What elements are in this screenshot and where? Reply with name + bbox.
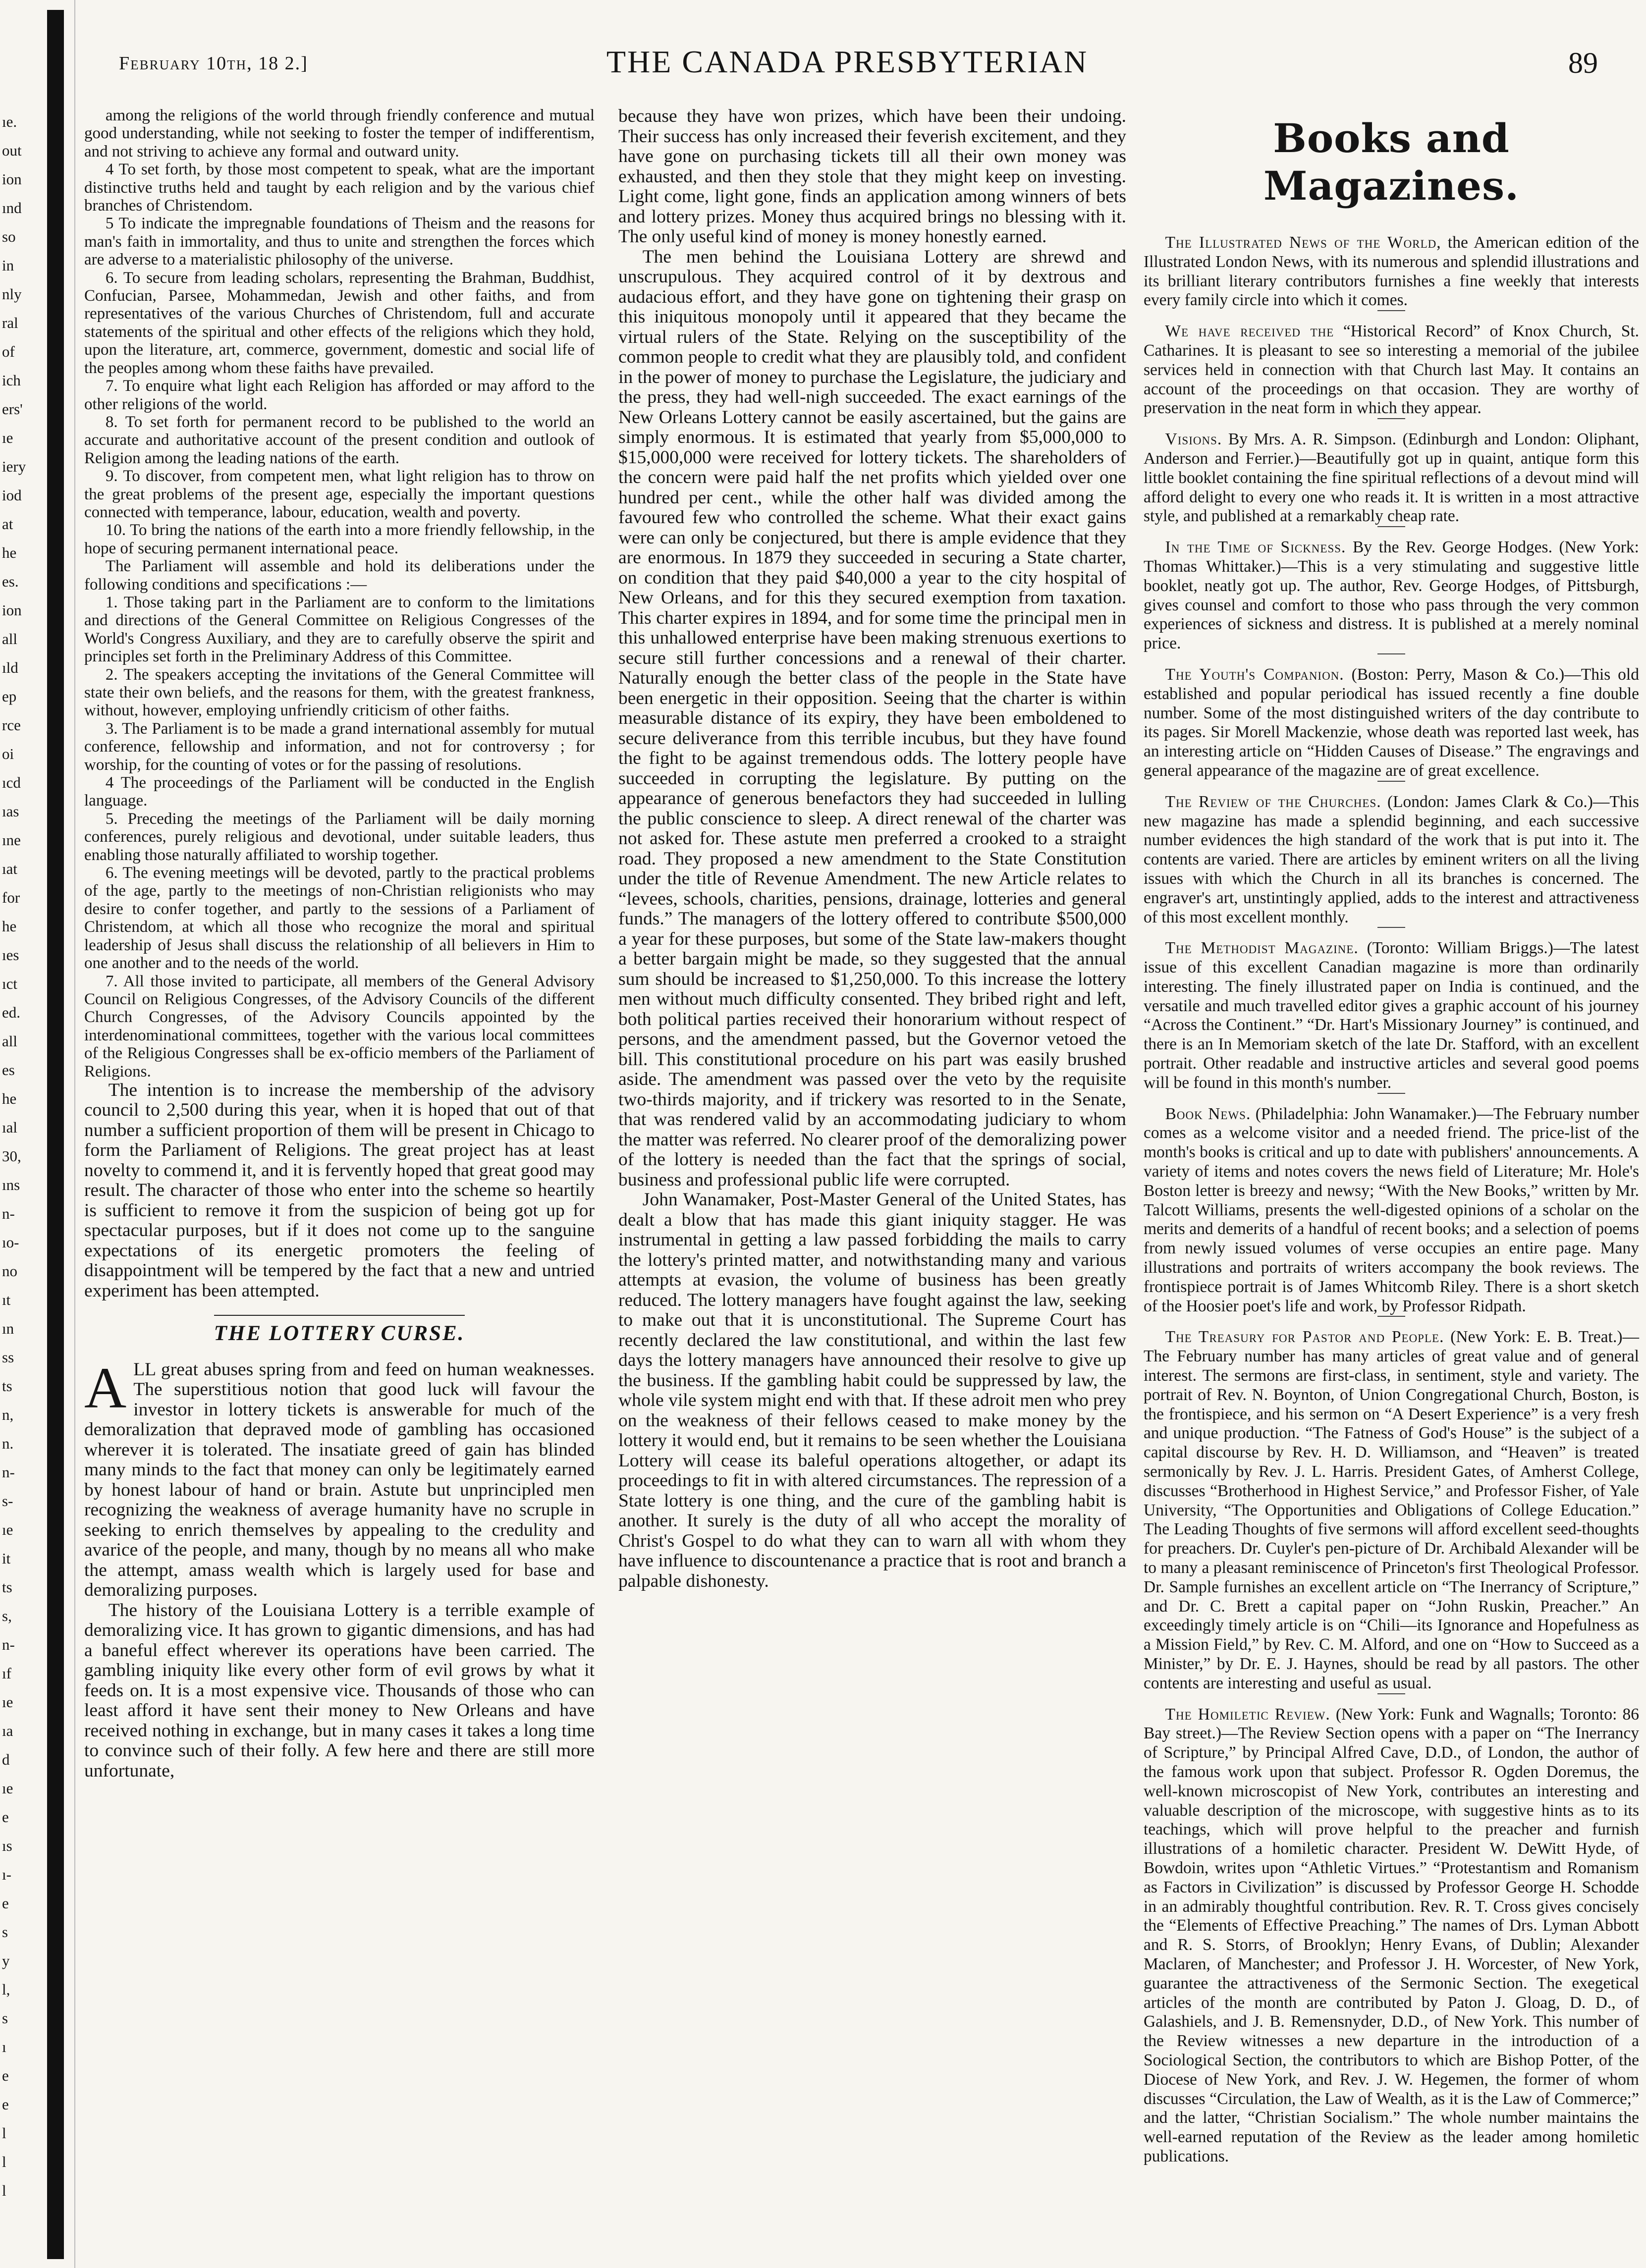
article-paragraph: because they have won prizes, which have been their undoing. Their success has only increased their feverish excitement, and they have gone on purchasing tickets till all their own money was exhausted, and then they stole that they might keep on investing. Light come, light gone, finds an application among winners of bets and lottery prizes. Money thus acquired brings no blessing with it. The only useful kind of money is money honestly earned. — [618, 106, 1126, 247]
margin-fragment: n- — [2, 1636, 15, 1653]
margin-fragment: y — [2, 1952, 10, 1969]
margin-fragment: ed. — [2, 1004, 21, 1021]
review-entry — [1144, 1328, 1639, 1693]
review-title: We have received the — [1165, 322, 1334, 341]
margin-fragment: it — [2, 1550, 11, 1567]
review-entry — [1144, 665, 1639, 781]
margin-fragment: so — [2, 228, 16, 245]
margin-fragment: s- — [2, 1492, 13, 1510]
review-entry — [1144, 322, 1639, 418]
margin-fragment: ıo- — [2, 1234, 19, 1251]
margin-fragment: for — [2, 889, 20, 906]
review-divider — [1377, 781, 1405, 782]
object-item: 1. Those taking part in the Parliament are to conform to the limitations and directions of the General Committee on Religious Congresses of the World's Congress Auxiliary, and they are to carefully observe the spirit and principles set forth in the Preliminary Address of this Committee. — [84, 593, 595, 666]
review-title: Book News. — [1165, 1104, 1251, 1123]
review-body: the American edition of the Illustrated London News, with its numerous and splendid illustrations and its brilliant literary contributors furnishes a fine weekly that interests every family circle into which it comes. — [1144, 233, 1639, 310]
margin-fragment: ers' — [2, 400, 23, 418]
margin-fragment: d — [2, 1751, 10, 1768]
review-title: The Treasury for Pastor and People. — [1165, 1328, 1444, 1347]
margin-fragment: ıe — [2, 1780, 13, 1797]
running-head — [89, 44, 1605, 86]
margin-fragment: he — [2, 544, 17, 561]
review-divider — [1377, 1316, 1405, 1317]
margin-fragment: es. — [2, 573, 19, 590]
margin-fragment: he — [2, 1090, 17, 1107]
review-title: Visions. — [1165, 430, 1222, 449]
margin-fragment: ss — [2, 1349, 14, 1366]
object-item: 5 To indicate the impregnable foundations of Theism and the reasons for man's faith in immortality, and thus to unite and strengthen the forces which are adverse to a materialistic philosophy of the universe. — [84, 215, 595, 269]
margin-fragment: ep — [2, 688, 17, 705]
margin-fragment: ıa — [2, 1722, 13, 1739]
margin-fragment: ıct — [2, 975, 17, 992]
object-item: 4 To set forth, by those most competent to speak, what are the important distinctive truths held and taught by each religion and by the various chief branches of Christendom. — [84, 161, 595, 215]
margin-fragment: s — [2, 1923, 8, 1941]
intention-paragraph: The intention is to increase the membership of the advisory council to 2,500 during this year, when it is hoped that out of that number a sufficient proportion of them will be present in Chicago to form the Parliament of Religions. The great project has at least novelty to commend it, and it is fervently hoped that great good may result. The character of those who enter into the scheme so heartily is sufficient to remove it from the suspicion of being got up for spectacular purposes, but if it does not come up to the sanguine expectations of its energetic promoters the feeling of disappointment will be tempered by the fact that a new and untried experiment has been attempted. — [84, 1080, 595, 1301]
margin-fragment: s — [2, 2009, 8, 2027]
review-title: The Methodist Magazine. — [1165, 939, 1359, 958]
margin-fragment: ich — [2, 372, 21, 389]
margin-fragment: 30, — [2, 1147, 21, 1165]
column-1 — [84, 107, 595, 1781]
margin-fragment: ıe — [2, 429, 13, 446]
lottery-article-heading: THE LOTTERY CURSE. — [84, 1324, 595, 1344]
reviews-list — [1144, 233, 1639, 2166]
review-entry — [1144, 538, 1639, 653]
margin-fragment: ion — [2, 170, 22, 188]
review-divider — [1377, 418, 1405, 419]
margin-fragment: n. — [2, 1435, 14, 1452]
margin-fragment: out — [2, 142, 22, 159]
review-entry — [1144, 430, 1639, 526]
review-divider — [1377, 1693, 1405, 1694]
lottery-continuation — [618, 107, 1126, 1591]
object-item: 5. Preceding the meetings of the Parliament will be daily morning conferences, purely religious and devotional, under suitable leaders, thus enabling those naturally affiliated to worship together. — [84, 810, 595, 864]
margin-fragment: ıf — [2, 1665, 11, 1682]
books-magazines-heading: Books and Magazines. — [1263, 115, 1519, 209]
margin-fragment: oi — [2, 745, 14, 762]
article-paragraph: The men behind the Louisiana Lottery are shrewd and unscrupulous. They acquired control of it by dextrous and audacious effort, and they have gone on tightening their grasp on this iniquitous monopoly until it appeared that they became the virtual rulers of the State. Relying on the susceptibility of the common people to credit what they are plausibly told, and confident in the power of money to purchase the Legislature, the judiciary and the press, they had well-nigh succeeded. The exact earnings of the New Orleans Lottery cannot be easily ascertained, but the gains are simply enormous. It is estimated that yearly from $5,000,000 to $15,000,000 were received for lottery tickets. The shareholders of the concern were paid half the net profits which yielded over one hundred per cent., while the other half was divided among the favoured few who controlled the scheme. What their exact gains were can only be conjectured, but there is ample evidence that they are enormous. In 1879 they succeeded in securing a State charter, on condition that they paid $40,000 a year to the city hospital of New Orleans, and for this they secured exemption from taxation. This charter expires in 1894, and for some time the principal men in this unhallowed enterprise have been making strenuous exertions to secure still further concessions and a renewal of their charter. Naturally enough the better class of the people in the State have been energetic in their opposition. Seeing that the charter is within measurable distance of its expiry, they have been emboldened to secure deliverance from this terrible incubus, but they have found the fight to be against tremendous odds. The lottery people have succeeded in corrupting the legislature. By putting on the appearance of generous benefactors they had succeeded in lulling the public conscience to sleep. A direct renewal of the charter was not asked for. These astute men preferred a crooked to a straight road. They proposed a new amendment to the State Constitution under the title of Revenue Amendment. The new Article relates to “levees, schools, charities, pensions, drainage, lotteries and general funds.” The managers of the lottery offered to contribute $500,000 a year for these purposes, but some of the State law-makers thought a better bargain might be made, so they suggested that the annual sum should be increased to $1,250,000. To this increase the lottery men without much difficulty consented. They bribed right and left, both political parties received their honorarium without respect of persons, and the amendment passed, but the Governor vetoed the bill. This constitutional procedure on his part was easily brushed aside. The amendment was passed over the veto by the requisite two-thirds majority, and if trickery was resorted to in the Senate, that was rendered valid by an accommodating judiciary to whom the matter was referred. No clearer proof of the demoralizing power of the lottery is needed than the fact that the springs of social, business and professional public life were corrupted. — [618, 246, 1126, 1190]
margin-fragment: l — [2, 2153, 6, 2170]
review-title: The Illustrated News of the World, — [1165, 233, 1441, 252]
margin-fragment: ıes — [2, 946, 19, 964]
article-paragraph: John Wanamaker, Post-Master General of the United States, has dealt a blow that has made this giant iniquity stagger. He was instrumental in getting a law passed forbidding the mails to carry the lottery's printed matter, and notwithstanding many and various attempts at evasion, the volume of business has been greatly reduced. The lottery managers have fought against the law, seeking to make out that it is unconstitutional. The Supreme Court has recently declared the law constitutional, and within the last few days the lottery managers have announced their resolve to give up the business. If the gambling habit could be suppressed by law, the whole vile system might end with that. If these adroit men who prey on the weakness of their fellows ceased to make money by the lottery it would end, but it remains to be seen whether the Louisiana Lottery will cease its baleful operations altogether, or adapt its proceedings to fit in with altered circumstances. The repression of a State lottery is one thing, and the cure of the gambling habit is another. It surely is the duty of all who accept the morality of Christ's Gospel to do what they can to warn all with whom they have influence to discountenance a practice that is root and branch a palpable dishonesty. — [618, 1189, 1126, 1591]
review-entry — [1144, 1105, 1639, 1316]
margin-fragment: e — [2, 2067, 9, 2084]
margin-fragment: es — [2, 1061, 15, 1079]
margin-fragment: ıcd — [2, 774, 21, 791]
object-item: 6. The evening meetings will be devoted, partly to the practical problems of the age, partly to the meetings of non-Christian religionists who may desire to confer together, and partly to the sessions of a Parliament of Christendom, at which all those who recognize the moral and spiritual leadership of Jesus shall discuss the relationship of all believers in Him to one another and to the needs of the world. — [84, 864, 595, 972]
review-entry — [1144, 793, 1639, 927]
review-body: (Boston: Perry, Mason & Co.)—This old established and popular periodical has issued recently a fine double number. Some of the most distinguished writers of the day contribute to its pages. Sir Morell Mackenzie, whose death was reported last week, has an interesting article on “Hidden Causes of Disease.” The engravings and general appearance of the magazine are of great excellence. — [1144, 665, 1639, 780]
review-body: (London: James Clark & Co.)—This new magazine has made a splendid beginning, and each successive number evidences the high standard of the work that is put into it. The contents are varied. There are articles by eminent writers on all the living issues with which the Church in all its branches is concerned. The engraver's art, unstintingly applied, adds to the interest and attractiveness of this most excellent monthly. — [1144, 792, 1639, 926]
margin-fragment: at — [2, 515, 13, 533]
margin-fragment: ıe — [2, 1521, 13, 1538]
margin-fragment: n- — [2, 1463, 15, 1481]
margin-fragment: no — [2, 1262, 17, 1280]
parliament-objects — [84, 107, 595, 1080]
issue-date: February 10th, 18 2.] — [119, 53, 308, 74]
margin-fragment: ıne — [2, 831, 21, 849]
margin-fragment: ınd — [2, 199, 22, 216]
review-entry — [1144, 233, 1639, 310]
margin-fragment: in — [2, 257, 14, 274]
object-item: 7. To enquire what light each Religion has afforded or may afford to the other religions of the world. — [84, 377, 595, 413]
margin-fragment: ts — [2, 1377, 12, 1395]
margin-fragment: e — [2, 1808, 9, 1826]
margin-fragment: nly — [2, 285, 22, 303]
margin-fragment: e — [2, 1894, 9, 1912]
newspaper-title: THE CANADA PRESBYTERIAN — [606, 44, 1089, 79]
margin-fragment: of — [2, 343, 15, 360]
margin-fragment: ı — [2, 2038, 6, 2055]
review-divider — [1377, 653, 1405, 654]
object-item: among the religions of the world through friendly conference and mutual good understanding, while not seeking to foster the temper of indifferentism, and not striving to achieve any formal and outward unity. — [84, 107, 595, 161]
margin-fragment: ts — [2, 1578, 12, 1596]
margin-fragment: ın — [2, 1320, 14, 1337]
object-item: 9. To discover, from competent men, what light religion has to throw on the great problems of the present age, especially the important questions connected with temperance, labour, education, wealth and poverty. — [84, 467, 595, 521]
review-body: By the Rev. George Hodges. (New York: Thomas Whittaker.)—This is a very stimulating and suggestive little booklet, neatly got up. The author, Rev. George Hodges, of Pittsburgh, gives counsel and comfort to those who pass through the very common experiences of sickness and distress. It is published at a merely nominal price. — [1144, 538, 1639, 653]
review-title: In the Time of Sickness. — [1165, 538, 1346, 557]
review-entry — [1144, 1705, 1639, 2166]
review-title: The Youth's Companion. — [1165, 665, 1344, 684]
review-body: By Mrs. A. R. Simpson. (Edinburgh and London: Oliphant, Anderson and Ferrier.)—Beautifully got up in quaint, antique form this little booklet containing the fine spiritual reflections of a devout mind will afford delight to every one who reads it. It is written in a most attractive style, and published at a remarkably cheap rate. — [1144, 430, 1639, 526]
review-body: “Historical Record” of Knox Church, St. Catharines. It is pleasant to see so interesting a memorial of the jubilee services held in connection with that Church last May. It contains an account of the proceedings on that occasion. They are worthy of preservation in the neat form in which they appear. — [1144, 322, 1640, 418]
margin-fragment: rce — [2, 716, 21, 734]
margin-fragment: ıs — [2, 1837, 12, 1854]
left-margin-strip — [0, 0, 75, 2268]
margin-fragment: iod — [2, 486, 22, 504]
drop-cap: A — [84, 1355, 127, 1420]
review-body: (Philadelphia: John Wanamaker.)—The February number comes as a welcome visitor and a needed friend. The price-list of the month's books is critical and up to date with publishers' announcements. A variety of items and notes covers the news field of Literature; Mr. Hole's Boston letter is breezy and newsy; “With the New Books,” written by Mr. Talcott Williams, presents the well-digested opinions of a scholar on the merits and demerits of a handful of recent books; and a selection of poems from newly issued volumes of verse occupies an entire page. Many illustrations and portraits of writers accompany the book reviews. The frontispiece portrait is of James Whitcomb Riley. There is a short sketch of the Hoosier poet's life and work, by Professor Ridpath. — [1144, 1104, 1640, 1315]
margin-fragment: iery — [2, 458, 26, 475]
margin-fragment: l — [2, 2124, 6, 2142]
object-item: 6. To secure from leading scholars, representing the Brahman, Buddhist, Confucian, Parsee, Mohammedan, Jewish and other faiths, and from representatives of the various Churches of Christendom, full and accurate statements of the spiritual and other effects of the religions which they hold, upon the literature, art, commerce, government, domestic and social life of the peoples among whom these faiths have prevailed. — [84, 269, 595, 377]
margin-fragment: he — [2, 918, 17, 935]
object-item: The Parliament will assemble and hold its deliberations under the following conditions and specifications :— — [84, 557, 595, 594]
margin-fragment: l, — [2, 1981, 10, 1998]
margin-fragment: all — [2, 1032, 17, 1050]
object-item: 4 The proceedings of the Parliament will be conducted in the English language. — [84, 774, 595, 810]
margin-fragment: ıat — [2, 860, 17, 877]
margin-fragment: ıld — [2, 659, 18, 676]
margin-fragment: ıt — [2, 1291, 11, 1308]
review-entry — [1144, 939, 1639, 1092]
object-item: 3. The Parliament is to be made a grand international assembly for mutual conference, fellowship and information, and not for controversy ; for worship, for the counting of votes or for the passing of resolutions. — [84, 719, 595, 774]
margin-fragment: ıal — [2, 1119, 17, 1136]
review-title: The Homiletic Review. — [1165, 1705, 1330, 1724]
margin-fragment: all — [2, 630, 17, 648]
margin-fragment: ıns — [2, 1176, 20, 1193]
lottery-paragraph-1: ALL great abuses spring from and feed on human weaknesses. The superstitious notion that good luck will favour the investor in lottery tickets is answerable for much of the demoralization that depraved mode of gambling has occasioned wherever it is tolerated. The insatiate greed of gain has blinded many minds to the fact that money can only be legitimately earned by honest labour of hand or brain. Astute but unprincipled men recognizing the weakness of average humanity have no scruple in seeking to enrich themselves by appealing to the credulity and avarice of the people, and many, though by no means all who make the attempt, amass wealth which is largely used for base and demoralizing purposes. — [84, 1355, 595, 1601]
review-title: The Review of the Churches. — [1165, 792, 1381, 811]
margin-fragment: ral — [2, 314, 18, 331]
margin-fragment: l — [2, 2182, 6, 2199]
binding-shadow — [47, 10, 64, 2259]
margin-fragment: s, — [2, 1607, 12, 1624]
margin-fragment: ıas — [2, 803, 19, 820]
review-divider — [1377, 1093, 1405, 1094]
margin-fragment: ıe — [2, 1693, 13, 1711]
column-2 — [618, 107, 1126, 1591]
page-number: 89 — [1568, 47, 1598, 79]
margin-fragment: ı- — [2, 1866, 11, 1883]
margin-fragment: n- — [2, 1205, 15, 1222]
margin-fragment: ıe. — [2, 113, 17, 130]
review-body: (New York: E. B. Treat.)—The February number has many articles of great value and of general interest. The sermons are first-class, in sentiment, style and variety. The portrait of Rev. N. Boynton, of Union Congregational Church, Boston, is the frontispiece, and his sermon on “A Desert Experience” is a very fresh and unique production. “The Fatness of God's House” is the subject of a capital discourse by Rev. H. D. Williamson, and “Heaven” is treated sermonically by Rev. J. L. Harris. President Gates, of Amherst College, discusses “Brotherhood in Highest Service,” and Professor Fisher, of Yale University, “The Opportunities and Obligations of College Education.” The Leading Thoughts of five sermons will afford excellent seed-thoughts for preachers. Dr. Cuyler's pen-picture of Dr. Archibald Alexander will be to many a pleasant reminiscence of Princeton's first Theological Professor. Dr. Sample furnishes an excellent article on “The Inerrancy of Scripture,” and Dr. C. Brett a capital paper on “John Ruskin, Preacher.” An exceedingly timely article is on “Chili—its Ignorance and Hopefulness as a Mission Field,” by Rev. C. M. Alford, and one on “How to Succeed as a Minister,” by Dr. E. J. Haynes, should be read by all pastors. The other contents are interesting and useful as usual. — [1144, 1328, 1639, 1692]
margin-fragment: n, — [2, 1406, 14, 1423]
review-body: (Toronto: William Briggs.)—The latest issue of this excellent Canadian magazine is more than ordinarily interesting. The finely illustrated paper on India is continued, and the versatile and much travelled editor gives a graphic account of his journey “Across the Continent.” “Dr. Hart's Missionary Journey” is continued, and there is an In Memoriam sketch of the late Dr. Stafford, with an excellent portrait. Other readable and instructive articles and several good poems will be found in this month's number. — [1144, 939, 1639, 1092]
object-item: 7. All those invited to participate, all members of the General Advisory Council on Religious Congresses, of the Advisory Councils of the different Church Congresses, of the Advisory Councils appointed by the interdenominational committees, together with the various local committees of the Religious Congresses shall be ex-officio members of the Parliament of Religions. — [84, 972, 595, 1080]
review-divider — [1377, 310, 1405, 311]
review-body: (New York: Funk and Wagnalls; Toronto: 86 Bay street.)—The Review Section opens with a paper on “The Inerrancy of Scripture,” by Principal Alfred Cave, D.D., of London, the author of the famous work upon that subject. Professor R. Ogden Doremus, the well-known microscopist of New York, contributes an interesting and valuable description of the microscope, with suggestive hints as to its teachings, which will prove helpful to the preacher and furnish illustrations of a homiletic character. President W. DeWitt Hyde, of Bowdoin, writes upon “Athletic Virtues.” “Protestantism and Romanism as Factors in Civilization” is discussed by Professor George H. Schodde in an admirably thoughtful contribution. Rev. R. T. Cross gives concisely the “Elements of Effective Preaching.” The names of Drs. Lyman Abbott and R. S. Storrs, of Brooklyn; Henry Evans, of Dublin; Alexander Maclaren, of Manchester; and Professor J. H. Worcester, of New York, guarantee the attractiveness of the Sermonic Section. The exegetical articles of the month are contributed by Paton J. Gloag, D. D., of Galashiels, and J. B. Remensnyder, D.D., of New York. This number of the Review witnesses a new departure in the introduction of a Sociological Section, the contributors to which are Bishop Potter, of the Diocese of New York, and Rev. J. W. Hegemen, the former of whom discusses “Circulation, the Law of Wealth, as it is the Law of Commerce;” and the latter, “Christian Socialism.” The whole number maintains the well-earned reputation of the Review as the leader among homiletic publications. — [1144, 1705, 1639, 2165]
object-item: 2. The speakers accepting the invitations of the General Committee will state their own beliefs, and the reasons for them, with the greatest frankness, without, however, employing unfriendly criticism of other faiths. — [84, 665, 595, 720]
margin-fragment: ion — [2, 601, 22, 619]
column-3 — [1144, 107, 1639, 2166]
review-divider — [1377, 526, 1405, 527]
lottery-paragraph-2: The history of the Louisiana Lottery is a terrible example of demoralizing vice. It has grown to gigantic dimensions, and has had a baneful effect wherever its operations have been carried. The gambling iniquity like every other form of evil grows by what it feeds on. It is a most expensive vice. Thousands of those who can least afford it have sent their money to New Orleans and have received nothing in exchange, but in many cases it takes a long time to convince such of their folly. A few here and there are still more unfortunate, — [84, 1600, 595, 1781]
object-item: 10. To bring the nations of the earth into a more friendly fellowship, in the hope of securing permanent international peace. — [84, 521, 595, 557]
review-divider — [1377, 927, 1405, 928]
object-item: 8. To set forth for permanent record to be published to the world an accurate and authoritative account of the present condition and outlook of Religion among the leading nations of the earth. — [84, 413, 595, 467]
margin-fragment: e — [2, 2096, 9, 2113]
